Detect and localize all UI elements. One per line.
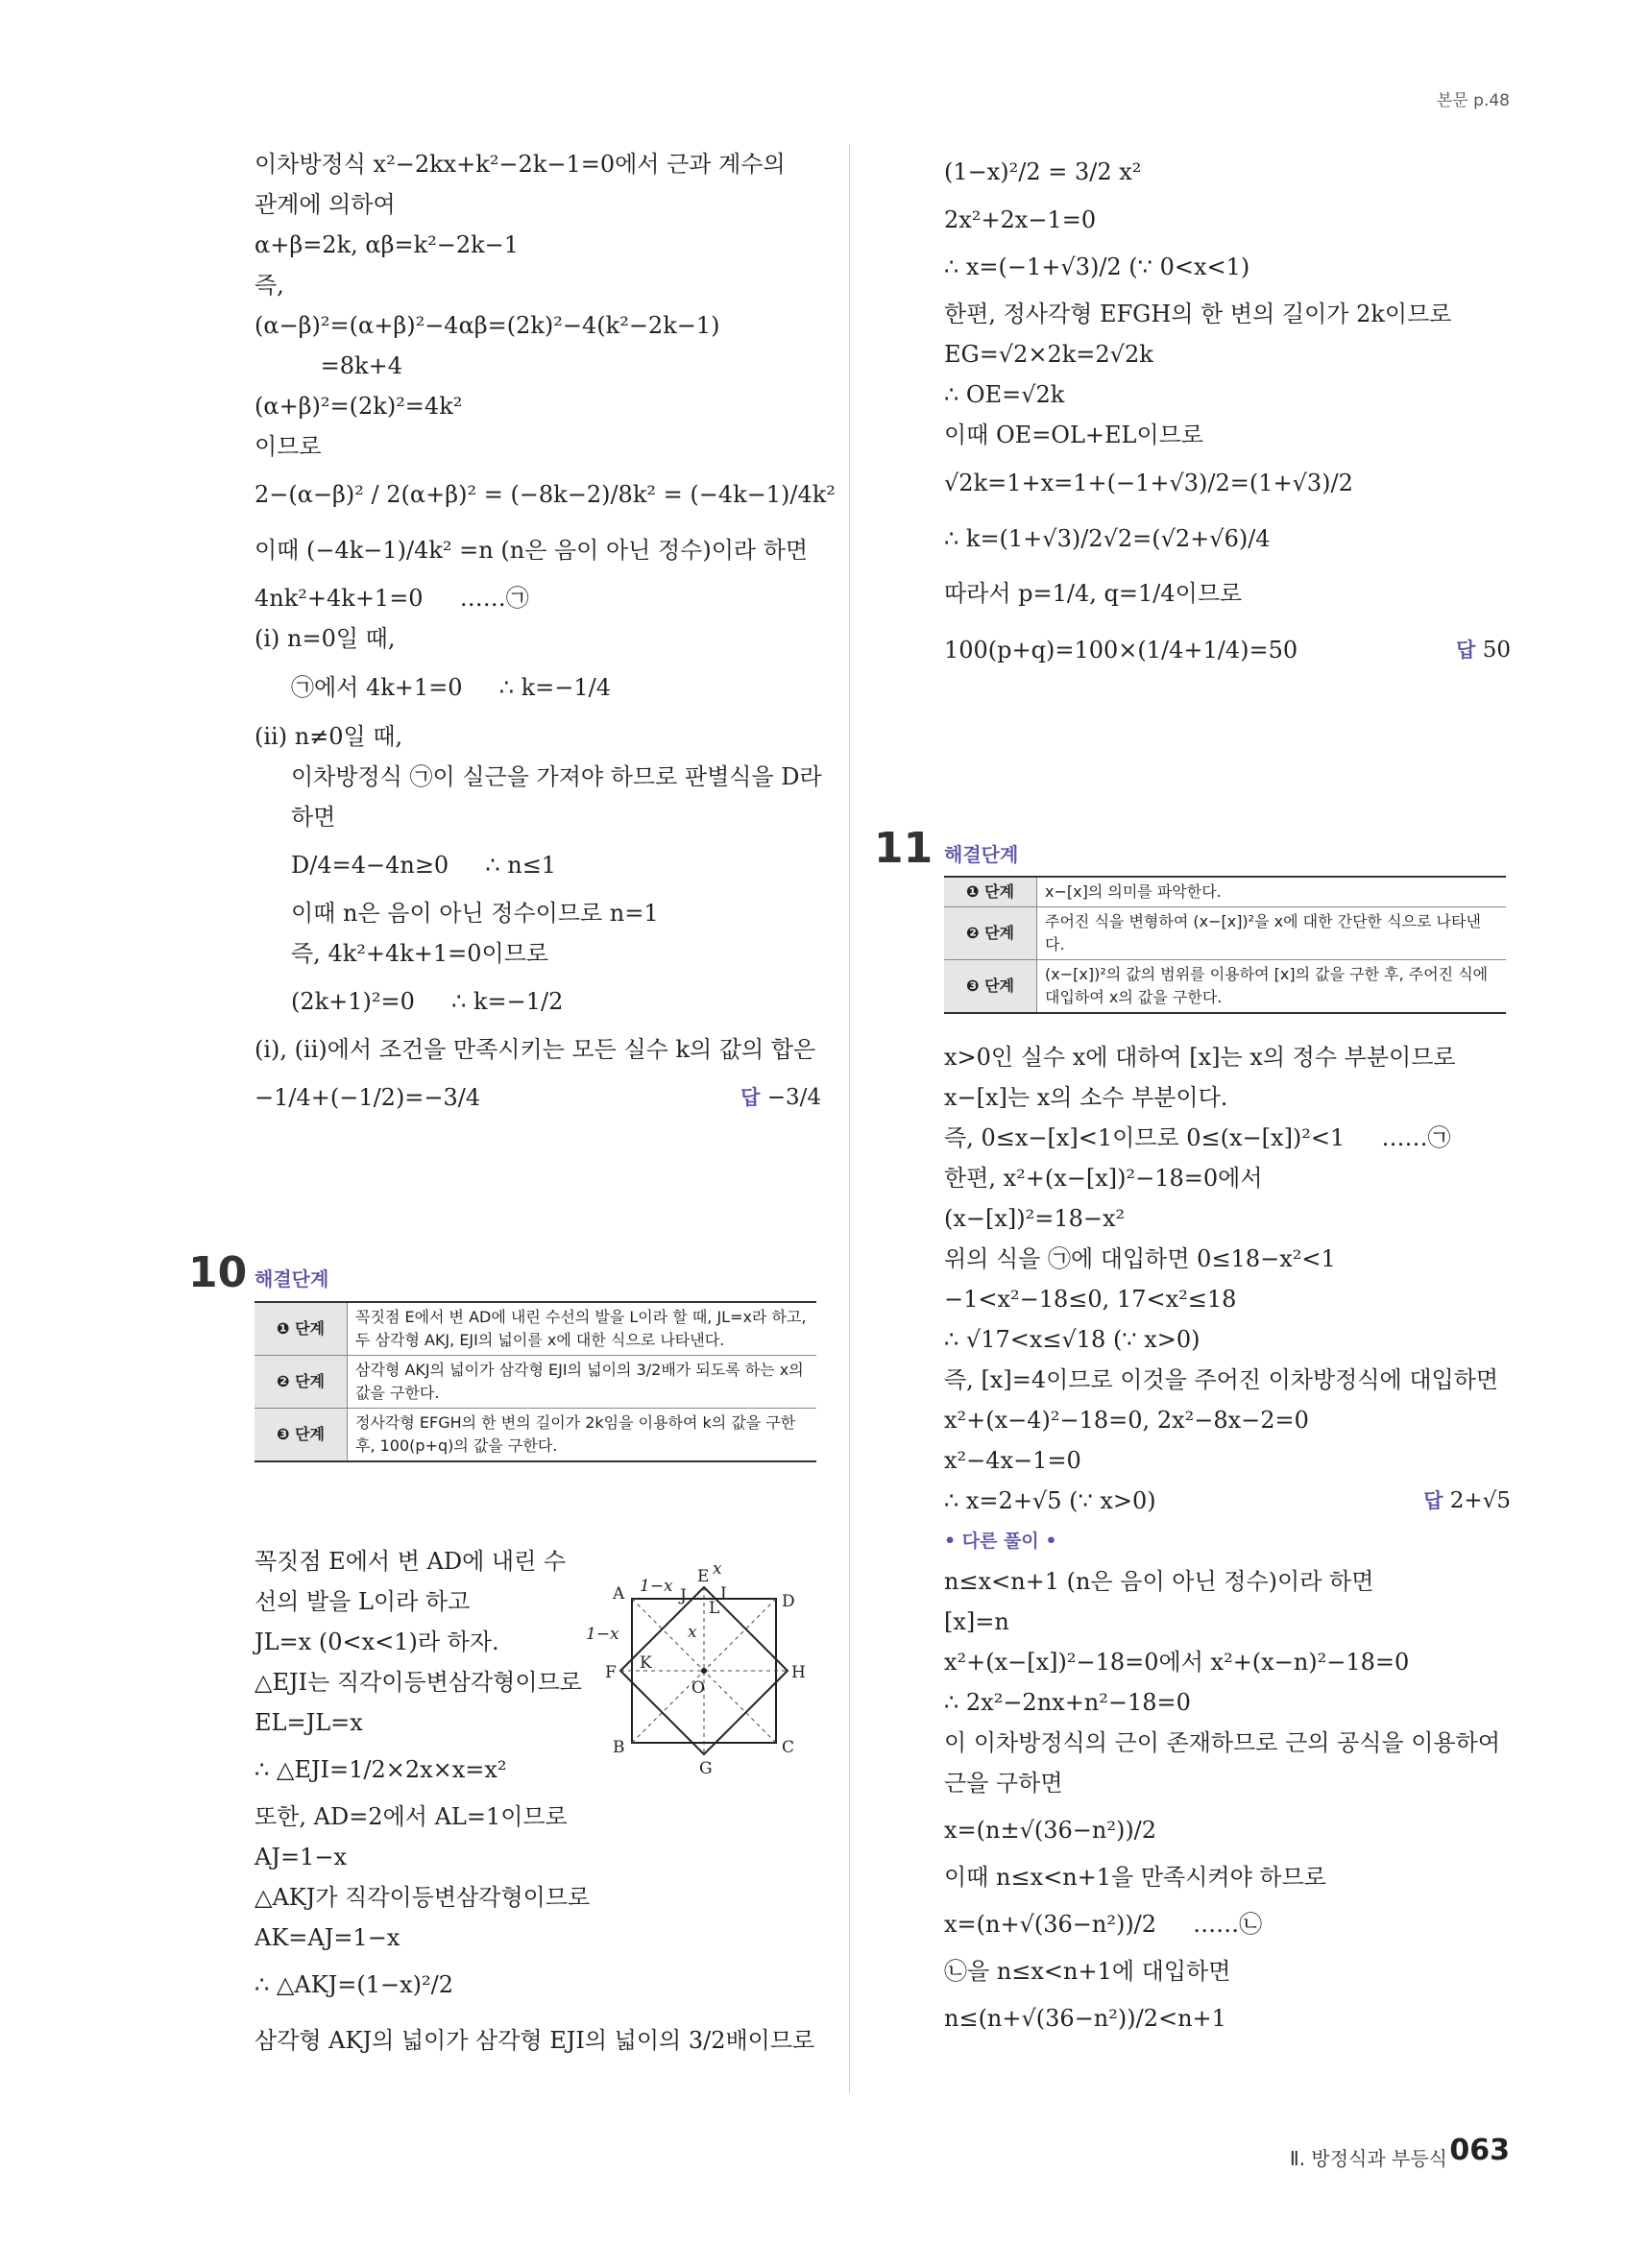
alt-solution-title: • 다른 풀이 • [944,1531,1057,1552]
table-row [255,1356,816,1409]
label-l: L [709,1599,720,1618]
text-line: ∴ △AKJ=(1−x)²/2 [255,1971,453,1998]
final-expression: ∴ x=2+√5 (∵ x>0) [944,1487,1156,1514]
text-line: △AKJ가 직각이등변삼각형이므로 [255,1884,591,1911]
label-x-inner: x [688,1623,697,1642]
text-line: =8k+4 [255,352,402,379]
table-row [255,1409,816,1462]
page-number: 063 [1449,2134,1510,2167]
text-line: ∴ k=(1+√3)/2√2=(√2+√6)/4 [944,525,1271,552]
text-line: x²−4x−1=0 [944,1447,1081,1474]
final-expression: 100(p+q)=100×(1/4+1/4)=50 [944,637,1298,664]
text-line: (1−x)²/2 = 3/2 x² [944,158,1142,185]
text-line: x=(n±√(36−n²))/2 [944,1817,1157,1844]
step-text: 주어진 식을 변형하여 (x−[x])²을 x에 대한 간단한 식으로 나타낸다. [1037,907,1507,960]
answer-label: 답 [1423,1489,1443,1512]
text-line: x−[x]는 x의 소수 부분이다. [944,1084,1228,1111]
text-line: 관계에 의하여 [255,191,396,218]
step-label: ❸ 단계 [255,1409,348,1462]
text-line: 한편, x²+(x−[x])²−18=0에서 [944,1165,1263,1192]
answer-value: 2+√5 [1449,1488,1511,1513]
step-label: ❷ 단계 [255,1356,348,1409]
text-line: 2−(α−β)² / 2(α+β)² = (−8k−2)/8k² = (−4k−1)/4k² [255,481,836,508]
text-line: x>0인 실수 x에 대하여 [x]는 x의 정수 부분이므로 [944,1044,1456,1071]
text-line: 따라서 p=1/4, q=1/4이므로 [944,580,1243,607]
text-line: (α+β)²=(2k)²=4k² [255,393,463,420]
text-line: x²+(x−4)²−18=0, 2x²−8x−2=0 [944,1407,1309,1434]
text-line: (ⅰ) n=0일 때, [255,625,396,652]
text-line: AK=AJ=1−x [255,1924,400,1951]
label-h: H [791,1663,806,1682]
answer-label: 답 [1456,639,1476,662]
problem-number: 11 [874,824,934,873]
left-column [255,144,836,1125]
step-text: 꼭짓점 E에서 변 AD에 내린 수선의 발을 L이라 할 때, JL=x라 하고, 두 삼각형 AKJ, EJI의 넓이를 x에 대한 식으로 나타낸다. [348,1302,817,1356]
step-label: ❷ 단계 [944,907,1037,960]
text-line: √2k=1+x=1+(−1+√3)/2=(1+√3)/2 [944,470,1353,496]
step-text: (x−[x])²의 값의 범위를 이용하여 [x]의 값을 구한 후, 주어진 식에 대입하여 x의 값을 구한다. [1037,960,1507,1014]
step-label: ❸ 단계 [944,960,1037,1014]
answer-label: 답 [740,1086,761,1109]
step-label: ❶ 단계 [255,1302,348,1356]
text-line: n≤(n+√(36−n²))/2<n+1 [944,2005,1226,2032]
square-figure [586,1560,816,1786]
answer [1456,620,1511,680]
step-text: 삼각형 AKJ의 넓이가 삼각형 EJI의 넓이의 3/2배가 되도록 하는 x의 값을 구한다. [348,1356,817,1409]
text-line: 즉, 4k²+4k+1=0이므로 [291,940,549,967]
label-i: I [720,1584,727,1604]
answer [740,1070,821,1125]
label-f: F [605,1663,617,1682]
answer [1423,1481,1511,1521]
step-text: 정사각형 EFGH의 한 변의 길이가 2k임을 이용하여 k의 값을 구한 후, 100(p+q)의 값을 구한다. [348,1409,817,1462]
text-line: ∴ √17<x≤√18 (∵ x>0) [944,1326,1201,1353]
label-c: C [782,1738,795,1757]
text-line: EG=√2×2k=2√2k [944,341,1153,368]
text-line: (2k+1)²=0 ∴ k=−1/2 [291,988,564,1015]
label-1-minus-x-top: 1−x [640,1577,673,1596]
text-line: x=(n+√(36−n²))/2 ……㉡ [944,1911,1263,1938]
text-line: 이므로 [255,433,322,460]
text-line: ㉡을 n≤x<n+1에 대입하면 [944,1958,1231,1985]
text-line: JL=x (0<x<1)라 하자. [255,1629,499,1655]
text-line: EL=JL=x [255,1709,363,1736]
text-line: −1<x²−18≤0, 17<x²≤18 [944,1286,1237,1313]
label-d: D [782,1592,795,1611]
label-x-top: x [713,1560,722,1579]
text-line: [x]=n [944,1608,1009,1635]
text-line: 삼각형 AKJ의 넓이가 삼각형 EJI의 넓이의 3/2배이므로 [255,2027,815,2054]
text-line: 즉, 0≤x−[x]<1이므로 0≤(x−[x])²<1 ……㉠ [944,1124,1451,1151]
text-line: ∴ △EJI=1/2×2x×x=x² [255,1756,507,1783]
problem-number: 10 [188,1248,248,1297]
table-row [944,960,1506,1014]
answer-value: −3/4 [766,1085,821,1110]
label-1-minus-x-left: 1−x [586,1625,619,1644]
steps-table [944,876,1506,1014]
right-column [944,144,1511,680]
answer-value: 50 [1482,638,1511,663]
text-line: (α−β)²=(α+β)²−4αβ=(2k)²−4(k²−2k−1) [255,312,720,339]
table-row [255,1302,816,1356]
text-line: (ⅰ), (ⅱ)에서 조건을 만족시키는 모든 실수 k의 값의 합은 [255,1036,816,1063]
text-line: 위의 식을 ㉠에 대입하면 0≤18−x²<1 [944,1245,1336,1272]
section-title: 해결단계 [255,1267,329,1291]
center-point [701,1668,707,1674]
text-line: 또한, AD=2에서 AL=1이므로 [255,1803,568,1830]
text-line: 즉, [x]=4이므로 이것을 주어진 이차방정식에 대입하면 [944,1366,1499,1393]
text-line: ∴ 2x²−2nx+n²−18=0 [944,1689,1191,1716]
table-row [944,877,1506,907]
text-line: 이때 OE=OL+EL이므로 [944,422,1204,448]
steps-table [255,1301,816,1462]
text-line: α+β=2k, αβ=k²−2k−1 [255,231,520,258]
text-line: D/4=4−4n≥0 ∴ n≤1 [291,852,557,879]
text-line: 이때 n≤x<n+1을 만족시켜야 하므로 [944,1864,1326,1891]
text-line: 2x²+2x−1=0 [944,206,1097,233]
text-line: AJ=1−x [255,1844,347,1870]
text-line: 꼭짓점 E에서 변 AD에 내린 수 [255,1548,567,1575]
text-line: 한편, 정사각형 EFGH의 한 변의 길이가 2k이므로 [944,301,1452,327]
text-line: 즉, [255,272,284,299]
label-e: E [697,1567,710,1586]
text-line: 이때 (−4k−1)/4k² =n (n은 음이 아닌 정수)이라 하면 [255,537,809,564]
page-reference: 본문 p.48 [1436,91,1510,110]
text-line: 근을 구하면 [944,1770,1063,1797]
final-line [255,1070,821,1125]
text-line: (ⅱ) n≠0일 때, [255,723,403,750]
label-a: A [613,1584,625,1604]
section-title: 해결단계 [944,843,1019,866]
column-divider [849,144,850,2093]
text-line: ∴ x=(−1+√3)/2 (∵ 0<x<1) [944,253,1250,280]
table-row [944,907,1506,960]
step-text: x−[x]의 의미를 파악한다. [1037,877,1507,907]
text-line: 이차방정식 x²−2kx+k²−2k−1=0에서 근과 계수의 [255,151,786,178]
final-line [944,620,1511,680]
label-o: O [691,1678,705,1698]
section11-body [944,1037,1511,2045]
text-line: (x−[x])²=18−x² [944,1205,1126,1232]
step-label: ❶ 단계 [944,877,1037,907]
text-line: △EJI는 직각이등변삼각형이므로 [255,1669,582,1696]
label-b: B [613,1738,625,1757]
label-k: K [640,1653,652,1673]
final-line [944,1481,1511,1521]
text-line: 선의 발을 L이라 하고 [255,1588,471,1615]
chapter-title: Ⅱ. 방정식과 부등식 [1289,2147,1447,2170]
text-line: n≤x<n+1 (n은 음이 아닌 정수)이라 하면 [944,1568,1374,1595]
text-line: ∴ OE=√2k [944,381,1065,408]
text-line: 하면 [291,804,336,831]
text-line: 이 이차방정식의 근이 존재하므로 근의 공식을 이용하여 [944,1729,1501,1756]
text-line: 4nk²+4k+1=0 ……㉠ [255,585,529,612]
text-line: 이차방정식 ㉠이 실근을 가져야 하므로 판별식을 D라 [291,763,822,790]
text-line: x²+(x−[x])²−18=0에서 x²+(x−n)²−18=0 [944,1649,1410,1676]
text-line: 이때 n은 음이 아닌 정수이므로 n=1 [291,900,659,927]
text-line: ㉠에서 4k+1=0 ∴ k=−1/4 [291,674,611,701]
final-expression: −1/4+(−1/2)=−3/4 [255,1084,481,1111]
label-g: G [699,1759,713,1778]
label-j: J [680,1586,687,1605]
